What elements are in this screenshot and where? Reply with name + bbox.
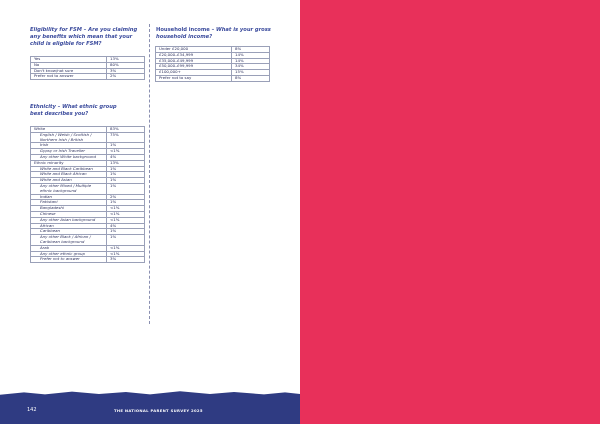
row-value: 2%: [107, 194, 145, 200]
row-label: Don't know/not sure: [31, 68, 107, 74]
row-value: 15%: [232, 70, 270, 76]
row-label: Ethnic minority: [31, 160, 107, 166]
row-label: English / Welsh / Scottish / Northern Irish / British: [31, 132, 107, 143]
row-label: White and Black Caribbean: [31, 166, 107, 172]
row-label: Caribbean: [31, 229, 107, 235]
row-value: 1%: [107, 166, 145, 172]
row-label: Irish: [31, 143, 107, 149]
income-title-italic: What is your gross household income?: [156, 27, 271, 41]
right-page-pink-panel: [300, 0, 600, 424]
row-label: £50,000–£99,999: [156, 64, 232, 70]
row-value: 3%: [107, 68, 145, 74]
row-value: 1%: [107, 200, 145, 206]
row-label: £35,000–£49,999: [156, 58, 232, 64]
page-number: 142: [27, 407, 37, 413]
row-label: £20,000–£34,999: [156, 52, 232, 58]
row-value: 13%: [107, 160, 145, 166]
row-label: African: [31, 223, 107, 229]
row-label: Under £20,000: [156, 47, 232, 53]
column-divider: [149, 24, 150, 324]
table-row: [31, 257, 145, 263]
row-value: <1%: [107, 245, 145, 251]
row-value: 14%: [232, 58, 270, 64]
row-value: 1%: [107, 183, 145, 194]
row-label: White and Asian: [31, 178, 107, 184]
row-value: 75%: [107, 132, 145, 143]
row-value: <1%: [107, 217, 145, 223]
row-label: Any other Black / African / Caribbean background: [31, 235, 107, 246]
row-value: 83%: [107, 127, 145, 133]
publication-title: THE NATIONAL PARENT SURVEY 2025: [114, 407, 203, 413]
row-label: Chinese: [31, 211, 107, 217]
row-label: White: [31, 127, 107, 133]
row-value: 1%: [107, 229, 145, 235]
row-label: Gypsy or Irish Traveller: [31, 149, 107, 155]
row-label: White and Black African: [31, 172, 107, 178]
row-value: 4%: [107, 154, 145, 160]
table-row: [31, 235, 145, 246]
ethnicity-table: [30, 126, 145, 263]
row-label: No: [31, 62, 107, 68]
row-label: £100,000+: [156, 70, 232, 76]
row-value: <1%: [107, 206, 145, 212]
row-value: 8%: [232, 75, 270, 81]
row-value: 34%: [232, 64, 270, 70]
row-label: Any other Mixed / Multiple ethnic background: [31, 183, 107, 194]
row-value: 3%: [107, 257, 145, 263]
row-label: Prefer not to answer: [31, 74, 107, 80]
fsm-section-title: Eligibility for FSM – Are you claiming any benefits which mean that your child is eligible for FSM?: [30, 27, 138, 48]
row-label: Any other Asian background: [31, 217, 107, 223]
row-value: <1%: [107, 251, 145, 257]
row-label: Any other ethnic group: [31, 251, 107, 257]
ethnicity-section-title: Ethnicity – What ethnic group best describes you?: [30, 104, 117, 118]
income-section-title: [156, 27, 274, 41]
row-label: Prefer not to answer: [31, 257, 107, 263]
row-label: Yes: [31, 57, 107, 63]
row-label: Prefer not to say: [156, 75, 232, 81]
row-value: 2%: [107, 74, 145, 80]
row-value: 1%: [107, 172, 145, 178]
table-row: [31, 74, 145, 80]
row-label: Pakistani: [31, 200, 107, 206]
row-label: Bangladeshi: [31, 206, 107, 212]
row-label: Any other White background: [31, 154, 107, 160]
row-label: Indian: [31, 194, 107, 200]
table-row: [156, 75, 270, 81]
row-value: 80%: [107, 62, 145, 68]
row-value: <1%: [107, 149, 145, 155]
row-value: 1%: [107, 235, 145, 246]
row-value: 14%: [232, 52, 270, 58]
row-label: Arab: [31, 245, 107, 251]
table-row: [31, 132, 145, 143]
row-value: <1%: [107, 211, 145, 217]
income-table: [155, 46, 270, 82]
row-value: 8%: [232, 47, 270, 53]
fsm-table: [30, 56, 145, 80]
row-value: 1%: [107, 178, 145, 184]
income-title-bold: Household income –: [156, 27, 216, 33]
row-value: 1%: [107, 143, 145, 149]
row-value: 4%: [107, 223, 145, 229]
table-row: [31, 183, 145, 194]
row-value: 13%: [107, 57, 145, 63]
